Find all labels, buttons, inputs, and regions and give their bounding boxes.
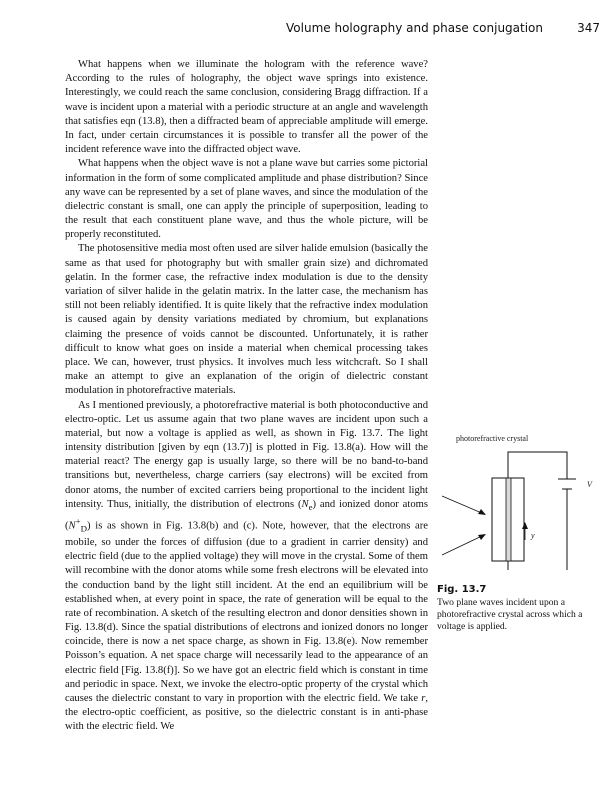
paragraph-photosensitive-media: The photosensitive media most often used are silver halide emulsion (basically the same as that used for photography but with smaller grain size) and dichromated gelatin. In the former case, the refractive index modulation is due to the density variation of silver halide in the gelatin matrix. In the latter case, the mechanism has still not been reliably identified. It is quite likely that the refractive index modulation is caused again by density variations mediated by chromium, but explanations claiming the presence of voids cannot be discounted. Unfortunately, it is rather difficult to know what goes on inside a material when chemical processing takes place. We can, however, trust physics. It involves much less witchcraft. So I shall make an attempt to give an explanation of the origin of dielectric constant modulation in photorefractive materials. [65, 243, 428, 397]
text-run: ) and ionized donor atoms ( [65, 498, 428, 532]
symbol-n: N [301, 498, 309, 510]
symbol-r: r [421, 693, 426, 704]
incident-wave-lower-arrowhead [478, 534, 486, 540]
text-run: , the electro-optic coefficient, as positive, so the dielectric constant is in anti-phase with the electric field. We [65, 693, 428, 733]
crystal-electrode [506, 478, 511, 561]
paragraph-photorefractive-mechanism [65, 399, 428, 735]
incident-wave-upper [442, 496, 484, 514]
subscript-d: D [80, 523, 87, 534]
body-text [65, 58, 428, 735]
text-run: ) is as shown in Fig. 13.8(b) and (c). Note, however, that the electrons are mobile, so under the forces of diffusion (due to a gradient in carrier density) and electric field (due to the applied voltage) they will move in the crystal. Some of them will recombine with the donor atoms while some fresh electrons will be elevated into the conduction band by the light still incident. At the end an equilibrium will be established when, at every point in space, the rate of generation will be equal to the rate of recombination. A sketch of the resulting electron and donor densities shown in Fig. 13.8(d). Since the spatial distributions of electrons and ionized donors no longer coincide, there is now a net space charge, as shown in Fig. 13.8(e). Now remember Poisson’s equation. A net space charge will necessarily lead to the appearance of an electric field [Fig. 13.8(f)]. So we have got an electric field which is constant in time and periodic in space. Next, we invoke the electro-optic property of the crystal which causes the dielectric constant to vary in proportion with the electric field. We take [65, 520, 428, 704]
circuit-wire-top [508, 452, 567, 479]
figure-caption [437, 584, 607, 633]
caption-text: Two plane waves incident upon a photorefractive crystal across which a voltage is applied. [437, 597, 583, 632]
text-run: As I mentioned previously, a photorefractive material is both photoconductive and electro-optic. Let us assume again that two plane waves are incident upon such a material, but now a voltage is applied as well, as shown in Fig. 13.7. The light intensity distribution [given by eqn (13.7)] is plotted in Fig. 13.8(a). How will the material react? The energy gap is usually large, so there will be no band-to-band transitions but, nevertheless, charge carriers (say electrons) will be excited from donor atoms, the number of excited carriers being proportional to the incident light intensity. Thus, initially, the distribution of electrons ( [65, 399, 428, 510]
figure-label: Fig. 13.7 [437, 584, 487, 595]
paragraph-pictorial-information: What happens when the object wave is not a plane wave but carries some pictorial information in the form of some complicated amplitude and phase distribution? Since any wave can be represented by a set of plane waves, and since the modulation of the dielectric constant is small, one can apply the principle of superposition, leading to the result that each constituent plane wave, and thus the whole picture, will be properly reconstituted. [65, 158, 428, 241]
figure-diagram [434, 430, 604, 570]
crystal-label: photorefractive crystal [456, 434, 529, 443]
voltage-label: V [587, 480, 592, 489]
running-title: Volume holography and phase conjugation [286, 21, 543, 35]
symbol-n: N [68, 520, 76, 532]
subscript-e: e [308, 501, 313, 512]
y-axis-label: y [531, 531, 535, 540]
superscript-plus: + [75, 516, 81, 527]
page-number: 347 [577, 21, 600, 35]
paragraph-hologram-reference: What happens when we illuminate the hologram with the reference wave? According to the rules of holography, the object wave springs into existence. Interestingly, we could reach the same conclusion, considering Bragg diffraction. If a wave is incident upon a material with a periodic structure at an angle and wavelength that satisfies eqn (13.8), then a diffracted beam of appreciable amplitude will emerge. In fact, under certain circumstances it is possible to transfer all the power of the incident reference wave into the diffracted object wave. [65, 59, 428, 156]
incident-wave-lower [442, 535, 484, 555]
incident-wave-upper-arrowhead [478, 509, 486, 515]
